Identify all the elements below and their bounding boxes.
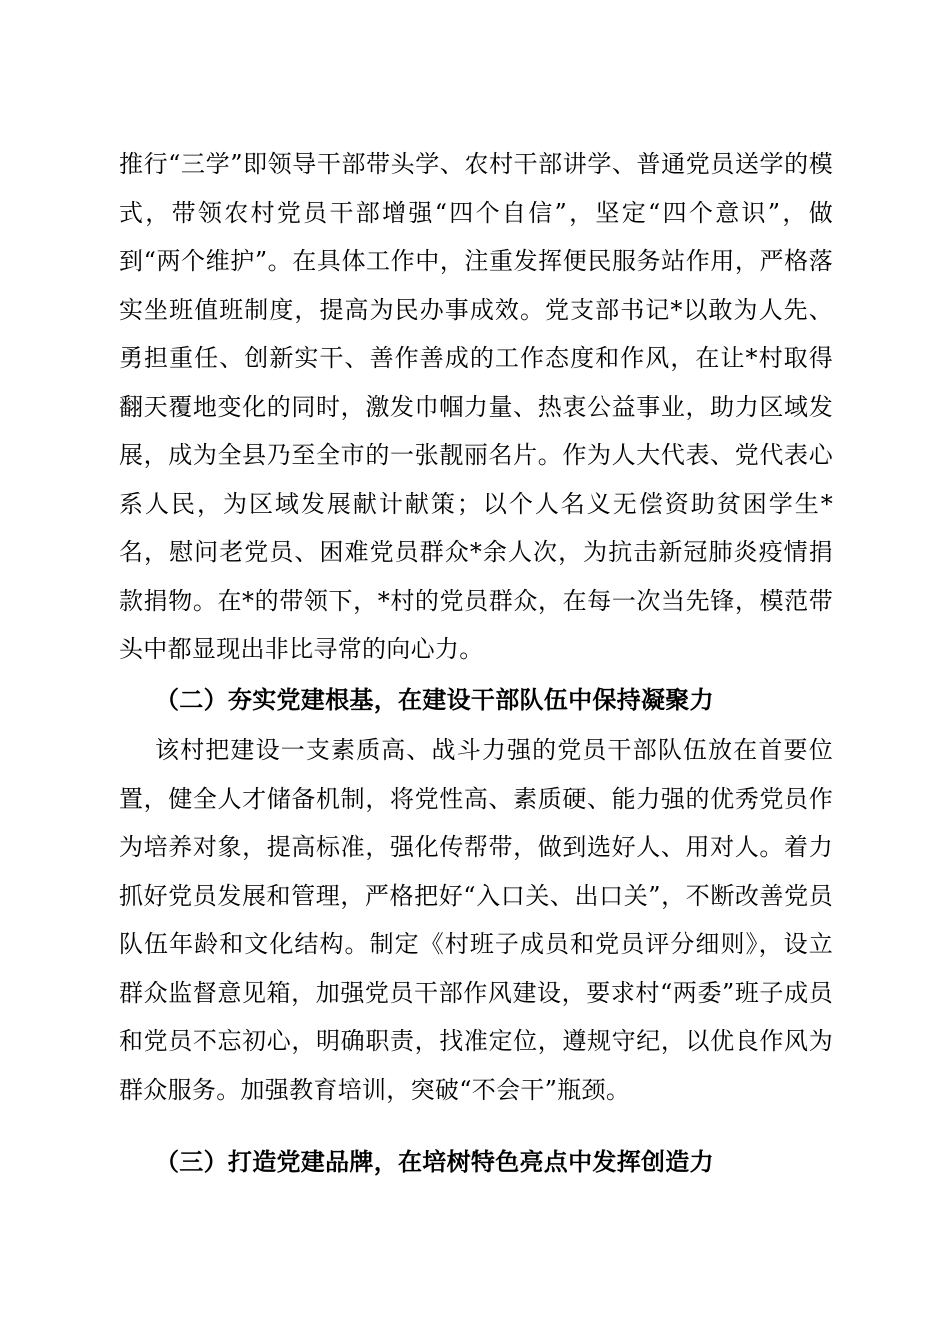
body-paragraph-team-building: 该村把建设一支素质高、战斗力强的党员干部队伍放在首要位置，健全人才储备机制，将党性高、素质硬、能力强的优秀党员作为培养对象，提高标准，强化传帮带，做到选好人、用对人。着力抓好党员发展和管理，严格把好“入口关、出口关”，不断改善党员队伍年龄和文化结构。制定《村班子成员和党员评分细则》，设立群众监督意见箱，加强党员干部作风建设，要求村“两委”班子成员和党员不忘初心，明确职责，找准定位，遵规守纪，以优良作风为群众服务。加强教育培训，突破“不会干”瓶颈。 [119,736,833,1104]
section-heading-two: （二）夯实党建根基，在建设干部队伍中保持凝聚力 [155,684,714,714]
section-heading-three: （三）打造党建品牌，在培树特色亮点中发挥创造力 [155,1147,714,1176]
body-paragraph-continuation: 推行“三学”即领导干部带头学、农村干部讲学、普通党员送学的模式，带领农村党员干部增强“四个自信”，坚定“四个意识”，做到“两个维护”。在具体工作中，注重发挥便民服务站作用，严格落实坐班值班制度，提高为民办事成效。党支部书记*以敢为人先、勇担重任、创新实干、善作善成的工作态度和作风，在让*村取得翻天覆地变化的同时，激发巾帼力量、热衷公益事业，助力区域发展，成为全县乃至全市的一张靓丽名片。作为人大代表、党代表心系人民，为区域发展献计献策；以个人名义无偿资助贫困学生*名，慰问老党员、困难党员群众*余人次，为抗击新冠肺炎疫情捐款捐物。在*的带领下，*村的党员群众，在每一次当先锋，模范带头中都显现出非比寻常的向心力。 [119,150,833,663]
document-body [119,140,833,1189]
